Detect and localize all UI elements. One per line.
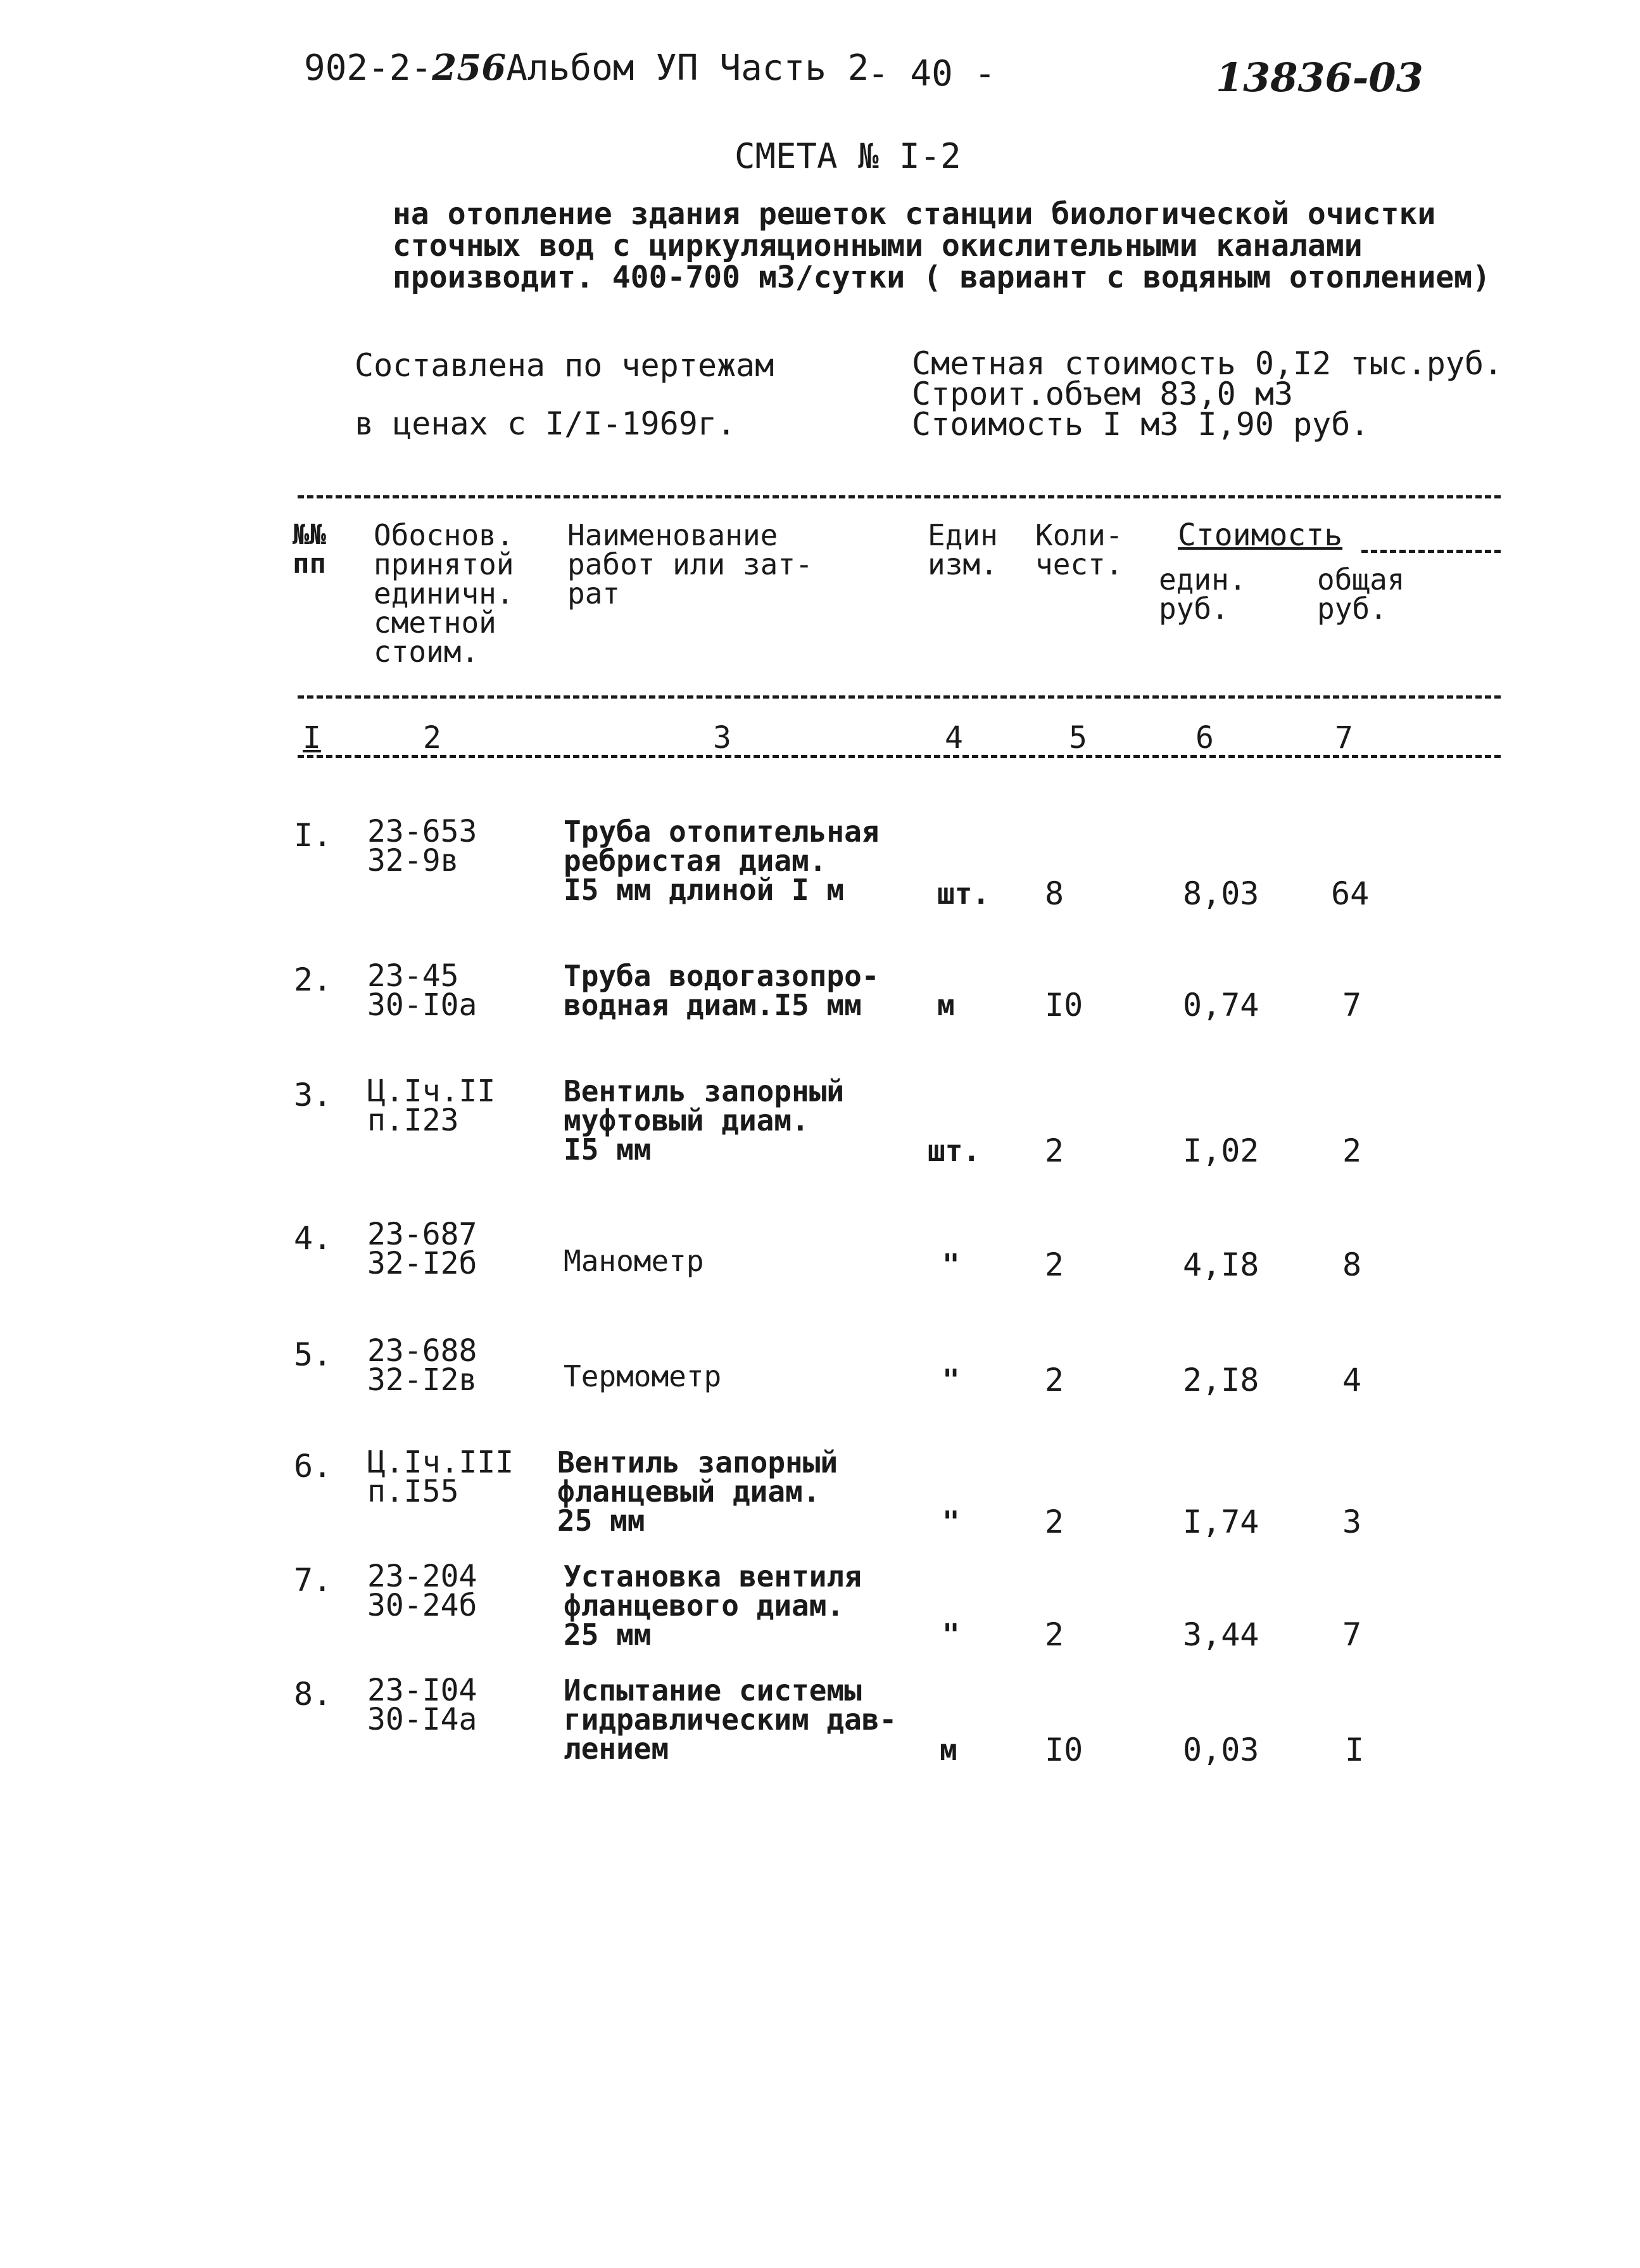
row-basis: Ц.Iч.III п.I55	[367, 1445, 514, 1509]
header-bottom-rule	[298, 695, 1501, 699]
row-name: Труба отопительная ребристая диам. I5 мм длиной I м	[564, 814, 880, 907]
row-total-cost: I	[1345, 1732, 1365, 1768]
row-basis: 23-I04 30-I4а	[367, 1673, 477, 1737]
subtitle-line-3: производит. 400-700 м3/сутки ( вариант с водяным отоплением)	[393, 260, 1491, 295]
row-basis: 23-687 32-I2б	[367, 1217, 477, 1281]
colnum-7: 7	[1335, 720, 1353, 756]
row-unit-cost: 0,74	[1183, 987, 1259, 1023]
row-total-cost: 2	[1342, 1132, 1362, 1169]
row-quantity: 2	[1045, 1616, 1064, 1653]
subtitle-line-1: на отопление здания решеток станции биологической очистки	[393, 196, 1436, 232]
row-number: 6.	[294, 1448, 332, 1485]
row-unit: м	[937, 988, 955, 1022]
album-part: Альбом УП Часть 2	[506, 48, 869, 89]
header-unit-cost: един. руб.	[1159, 562, 1247, 626]
row-basis: 23-688 32-I2в	[367, 1333, 477, 1398]
row-unit-cost: 4,I8	[1183, 1246, 1259, 1283]
row-number: 2.	[294, 961, 332, 998]
row-unit: "	[942, 1505, 960, 1539]
row-number: 3.	[294, 1077, 332, 1113]
estimated-cost: Сметная стоимость 0,I2 тыс.руб.	[912, 345, 1503, 382]
row-unit-cost: I,74	[1183, 1504, 1259, 1540]
subtitle-line-2: сточных вод с циркуляционными окислительными каналами	[393, 228, 1363, 263]
row-total-cost: 8	[1342, 1246, 1362, 1283]
header-basis: Обоснов. принятой единичн. сметной стоим.	[374, 518, 514, 669]
colnum-1: I	[303, 720, 321, 756]
row-quantity: 2	[1045, 1362, 1064, 1398]
table-top-rule	[298, 495, 1501, 498]
row-name: Вентиль запорный фланцевый диам. 25 мм	[557, 1445, 838, 1538]
colnum-6: 6	[1195, 720, 1214, 756]
prices-as-of: в ценах с I/I-1969г.	[355, 405, 736, 442]
colnum-3: 3	[713, 720, 731, 756]
row-number: 4.	[294, 1220, 332, 1257]
page-number: - 40 -	[867, 53, 996, 94]
estimate-heading: СМЕТА № I-2	[735, 136, 961, 176]
row-unit-cost: 3,44	[1183, 1616, 1259, 1653]
row-unit: шт.	[928, 1134, 981, 1168]
row-quantity: I0	[1045, 1732, 1083, 1768]
header-cost-group: Стоимость	[1178, 517, 1343, 553]
doc-code	[304, 49, 869, 87]
row-unit-cost: 8,03	[1183, 875, 1259, 912]
doc-code-handwritten: 256	[432, 47, 507, 89]
row-basis: 23-204 30-24б	[367, 1559, 477, 1623]
row-unit: шт.	[937, 877, 990, 911]
row-unit: "	[942, 1363, 960, 1397]
row-name: Труба водогазопро- водная диам.I5 мм	[564, 959, 880, 1022]
row-unit-cost: 2,I8	[1183, 1362, 1259, 1398]
row-total-cost: 7	[1342, 1616, 1362, 1653]
building-volume: Строит.объем 83,0 м3	[912, 376, 1294, 412]
header-unit: Един изм.	[928, 518, 998, 581]
registration-number: 13836-03	[1216, 54, 1423, 101]
header-quantity: Коли- чест.	[1035, 518, 1123, 581]
row-total-cost: 3	[1342, 1504, 1362, 1540]
header-row-number: №№ пп	[293, 519, 326, 580]
row-quantity: 2	[1045, 1132, 1064, 1169]
row-name: Испытание системы гидравлическим дав- лением	[564, 1673, 897, 1766]
row-quantity: 2	[1045, 1504, 1064, 1540]
row-name: Термометр	[564, 1359, 722, 1393]
row-basis: 23-653 32-9в	[367, 814, 477, 878]
colnum-4: 4	[945, 720, 963, 756]
cost-per-m3: Стоимость I м3 I,90 руб.	[912, 406, 1370, 443]
compiled-by-drawings: Составлена по чертежам	[355, 347, 774, 384]
row-name: Манометр	[564, 1244, 704, 1278]
header-cost-rule	[1361, 550, 1501, 553]
row-name: Установка вентиля фланцевого диам. 25 мм	[564, 1559, 862, 1652]
row-number: I.	[294, 817, 332, 854]
doc-code-printed: 902-2-	[304, 48, 432, 89]
column-numbers-rule	[298, 755, 1501, 758]
row-name: Вентиль запорный муфтовый диам. I5 мм	[564, 1074, 845, 1167]
header-total-cost: общая руб.	[1317, 562, 1405, 626]
row-unit: м	[940, 1733, 957, 1767]
row-unit: "	[942, 1248, 960, 1282]
colnum-2: 2	[423, 720, 441, 756]
row-basis: 23-45 30-I0а	[367, 958, 477, 1023]
row-quantity: 2	[1045, 1246, 1064, 1283]
row-number: 7.	[294, 1562, 332, 1599]
row-unit-cost: I,02	[1183, 1132, 1259, 1169]
row-unit: "	[942, 1618, 960, 1652]
row-number: 8.	[294, 1676, 332, 1713]
row-total-cost: 64	[1331, 875, 1370, 912]
row-quantity: 8	[1045, 875, 1064, 912]
row-number: 5.	[294, 1336, 332, 1373]
row-total-cost: 4	[1342, 1362, 1362, 1398]
header-work-name: Наименование работ или зат- рат	[567, 518, 813, 611]
row-basis: Ц.Iч.II п.I23	[367, 1074, 496, 1138]
row-unit-cost: 0,03	[1183, 1732, 1259, 1768]
colnum-5: 5	[1069, 720, 1087, 756]
row-quantity: I0	[1045, 987, 1083, 1023]
row-total-cost: 7	[1342, 987, 1362, 1023]
